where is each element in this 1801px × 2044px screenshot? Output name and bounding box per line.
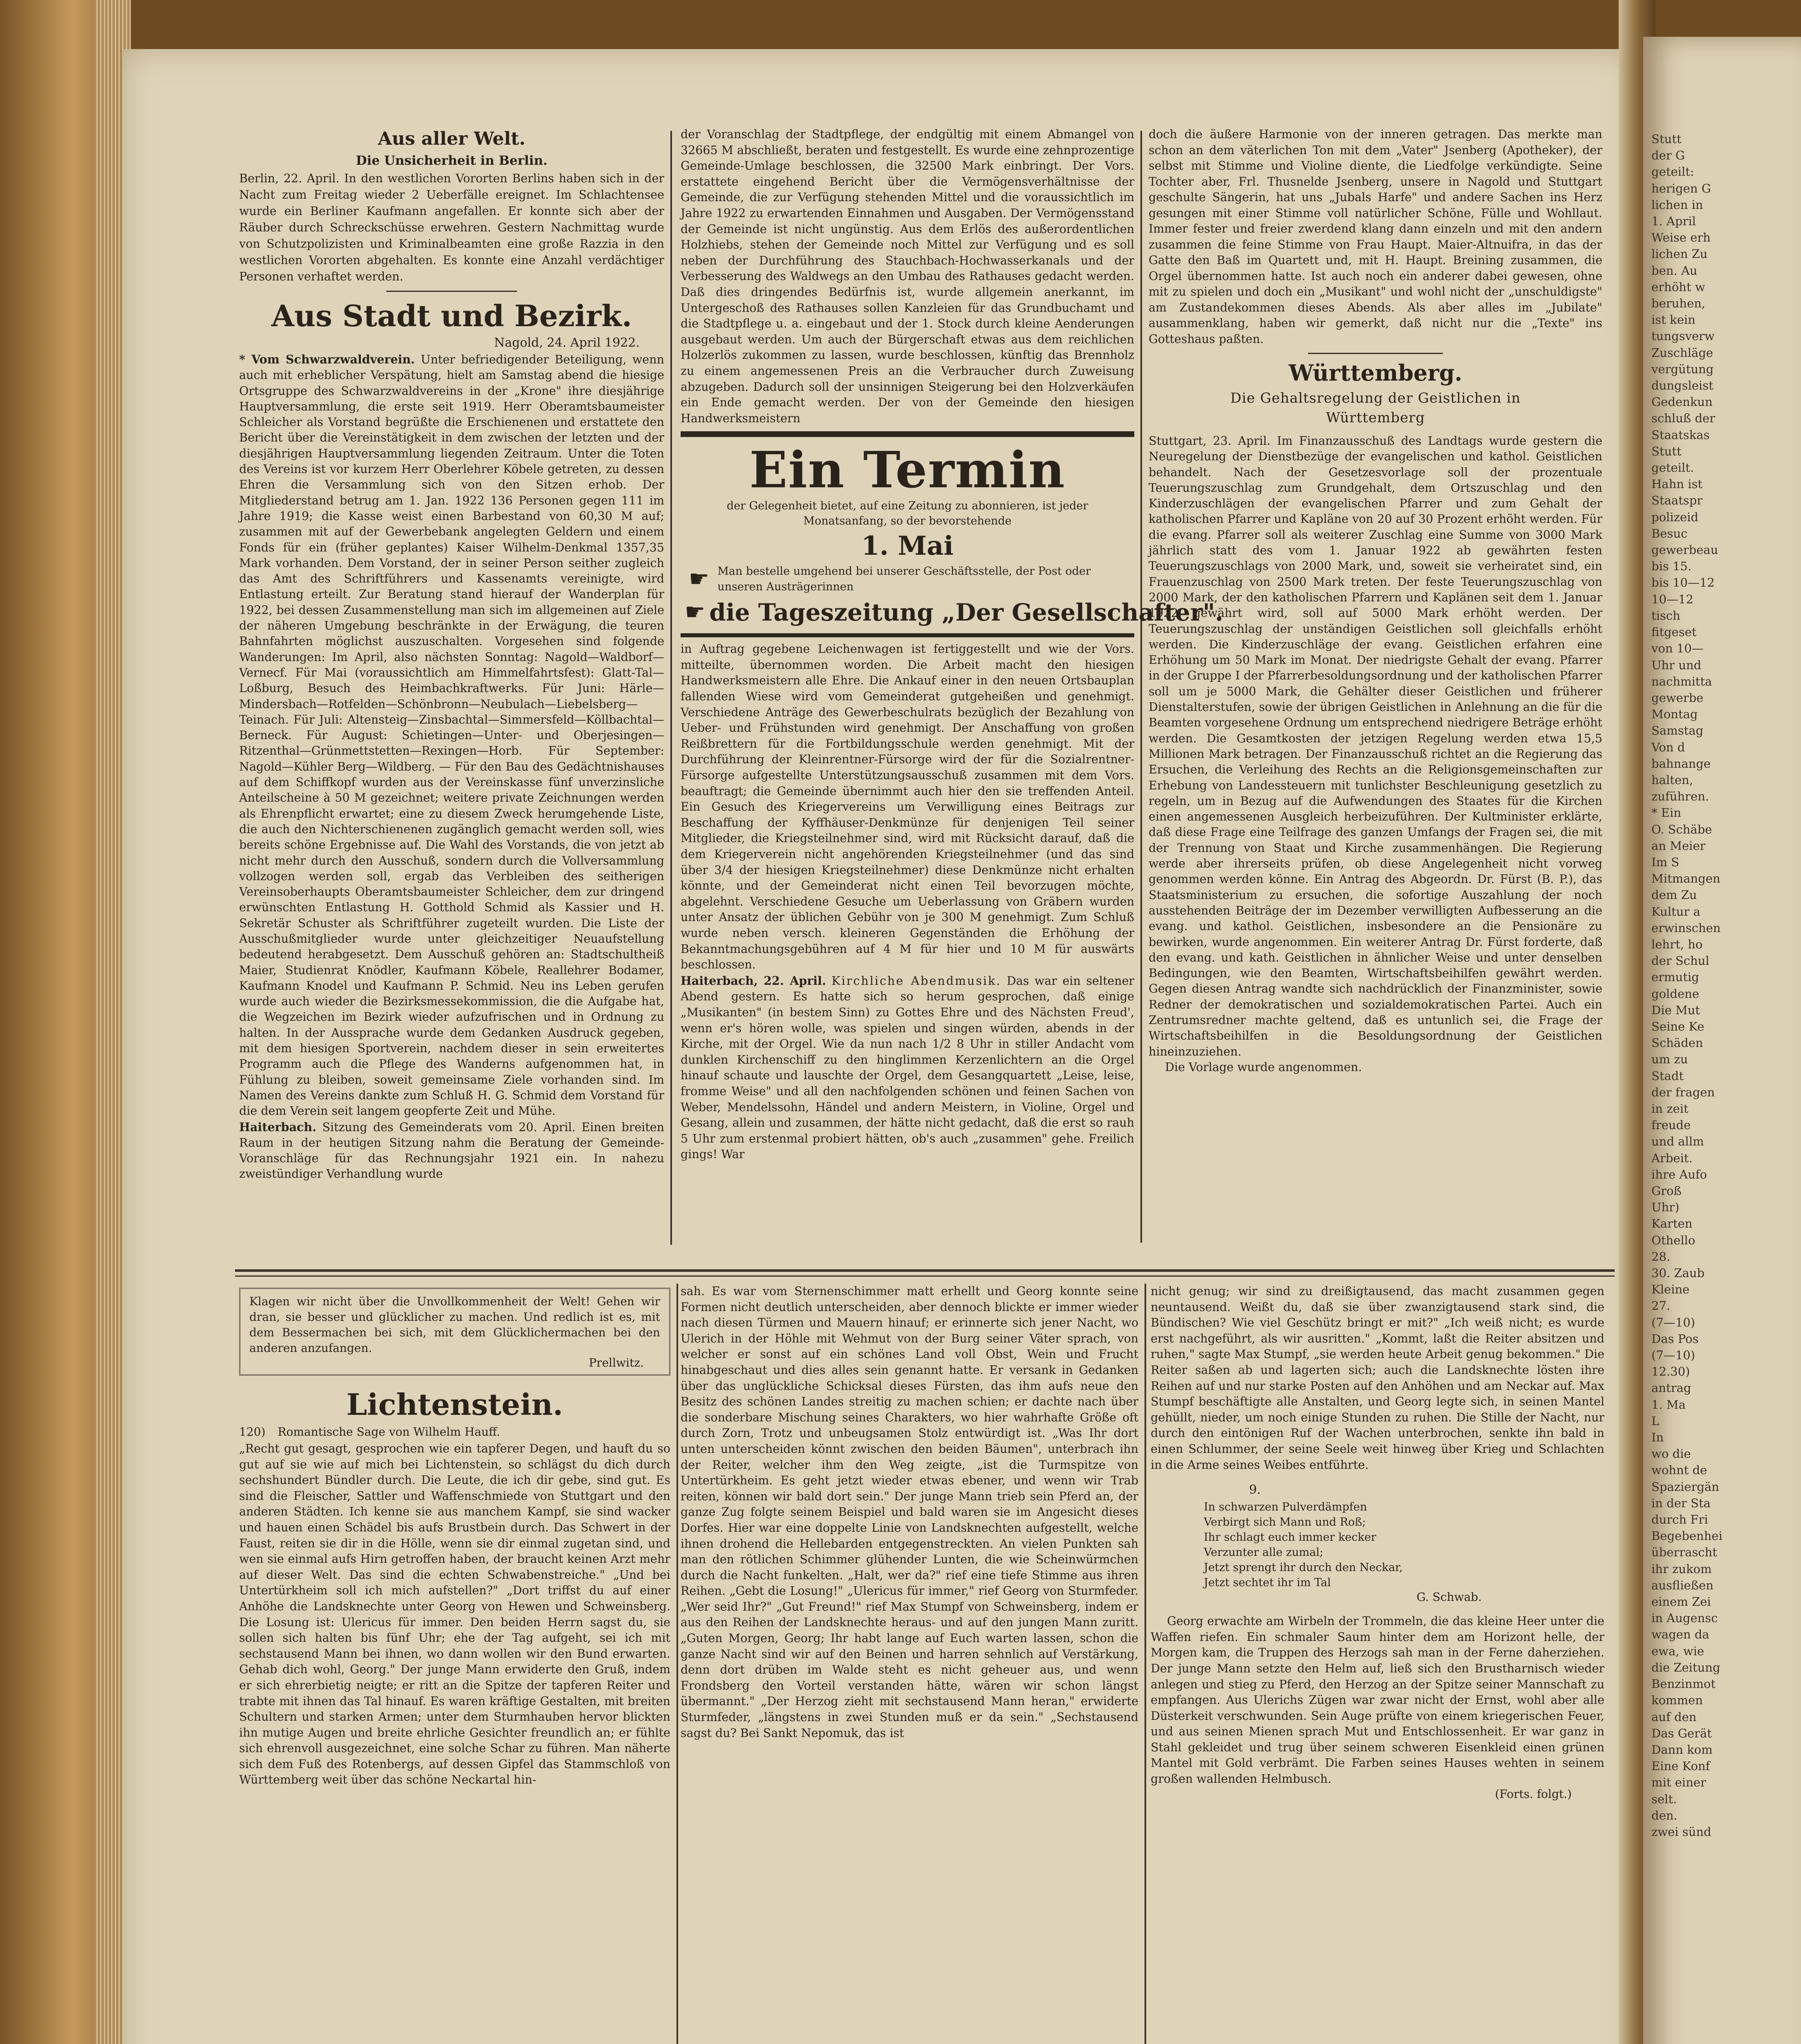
wuerttemberg-text: Stuttgart, 23. April. Im Finanzausschuß des Landtags wurde gestern die Neuregelung der Dienstbezüge der evangelischen und kathol. Geistlichen behandelt. Nach der Gesetzesvorlage soll der prozentuale Teuerungszuschlag zum Grundgehalt, dem Ortszuschlag und den Kinderzuschlägen der evangelischen Pfarrer und zum Gehalt der katholischen Pfarrer und Kapläne von 20 auf 30 Prozent erhöht werden. Für die evang. Pfarrer soll als weiterer Zuschlag eine Summe von 3000 Mark jährlich statt des vom 1. Januar 1922 ab gewährten festen Teuerungszuschlags von 2000 Mark, und, soweit sie verheiratet sind, ein Frauenzuschlag von 2500 Mark treten. Der feste Teuerungszuschlag von 2000 Mark, der den katholischen Pfarrern und Kaplänen seit dem 1. Januar 1922 gewährt wird, soll auf 5000 Mark erhöht werden. Der Teuerungszuschlag der unständigen Geistlichen soll gleichfalls erhöht werden. Die Kinderzuschläge der evang. Geistlichen erfahren eine Erhöhung um 50 Mark im Monat. Der niedrigste Gehalt der evang. Pfarrer in der Gruppe I der Pfarrerbesoldungsordnung und der katholischen Pfarrer soll um je 5000 Mark, die Gehälter dieser Geistlichen und früherer Dienstalterstufen, sowie der übrigen Geistlichen in Anlehnung an die für die Beamten vorgesehene Ordnung um entsprechend niedrigere Beträge erhöht werden. Die Gesamtkosten der jetzigen Regelung werden etwa 15,5 Millionen Mark betragen. Der Finanzausschuß richtet an die Regierung das Ersuchen, die Verleihung des Rechts an die Religionsgemeinschaften zur Erhebung von Landessteuern mit tunlichster Beschleunigung gesetzlich zu regeln, um in Bezug auf die Aufwendungen des Staates für die Kirchen einen angemessenen Ausgleich herbeizuführen. Der Kultminister erklärte, daß diese Frage eine Teilfrage des ganzen Umfangs der Fragen sei, die mit der Trennung von Staat und Kirche zusammenhängen. Die Regierung werde aber ihrerseits prüfen, ob diese Angelegenheit nicht vorweg genommen werden könne. Ein Antrag des Abgeordn. Dr. Fürst (B. P.), das Staatsministerium zu ersuchen, die sofortige Auszahlung der noch ausstehenden Beiträge der im Dezember verwilligten Aufbesserung an die evang. und kathol. Geistlichen, insbesondere an die Pensionäre zu bewirken, wurde angenommen. Ein weiterer Antrag Dr. Fürst forderte, daß den evang. und kath. Geistlichen in ähnlicher Weise und unter denselben Bedingungen, wie den Beamten, Wirtschaftsbeihilfen gewährt werden. Gegen diesen Antrag wandte sich nachdrücklich der Finanzminister, sowie Redner der demokratischen und sozialdemokratischen Partei. Auch ein Zentrumsredner machte geltend, daß es untunlich sei, die Frage der Wirtschaftsbeihilfen in die Besoldungsordnung der Geistlichen hineinzuziehen. (1149, 434, 1602, 1058)
right-page-line: an Meier (1651, 838, 1706, 853)
right-page-line: in zeit (1651, 1101, 1689, 1116)
poem-author: G. Schwab. (1416, 1590, 1482, 1604)
right-page-line: den. (1651, 1808, 1678, 1822)
poem (1151, 1499, 1604, 1590)
right-page-line: von 10— (1651, 641, 1704, 656)
right-page-line: Karten (1651, 1217, 1693, 1231)
right-page-line: tungsverw (1651, 329, 1715, 343)
right-page-line: * Ein (1651, 806, 1681, 820)
right-page-line: der Schul (1651, 954, 1709, 968)
schwarzwald-text: Unter befriedigender Beteiligung, wenn auch mit erheblicher Verspätung, hielt am Samstag abend die hiesige Ortsgruppe des Schwarzwaldvereins in der „Krone" ihre diesjährige Hauptversammlung, die erste seit 1919. Herr Oberamtsbaumeister Schleicher als Vorstand begrüßte die Erschienenen und erstattete den Bericht über die Vereinstätigkeit in dem zwischen der letzten und der diesjährigen Hauptversammlung liegenden Zeitraum. Unter die Toten des Vereins ist vor kurzem Herr Oberlehrer Köbele getreten, zu dessen Ehren die Versammlung sich von den Sitzen erhob. Der Mitgliederstand betrug am 1. Jan. 1922 136 Personen gegen 111 im Jahre 1919; die Kasse weist einen Barbestand von 60,30 M auf; zusammen mit auf der Gewerbebank angelegten Geldern und einem Fonds für ein (früher geplantes) Kaiser Wilhelm-Denkmal 1357,35 Mark vorhanden. Dem Vorstand, der in seiner Person seither zugleich das Amt des Schriftführers und Kassenamts vereinigte, wird Entlastung erteilt. Zur Beratung stand hierauf der Wanderplan für 1922, bei dessen Zusammenstellung man sich im allgemeinen auf Ziele der näheren Umgebung beschränkte in der Erwägung, die teuren Bahnfahrten möglichst auszuschalten. Vorgesehen sind folgende Wanderungen: Im April, also nächsten Sonntag: Nagold—Waldborf—Vernecf. Für Mai (voraussichtlich am Himmelfahrtsfest): Glatt-Tal—Loßburg, Besuch des Heimbachkraftwerks. Für Juni: Härle—Mindersbach—Rotfelden—Schönbronn—Neubulach—Liebelsberg—Teinach. Für Juli: Altensteig—Zinsbachtal—Simmersfeld—Köllbachtal—Berneck. Für August: Schietingen—Unter- und Oberjesingen—Ritzenthal—Grünmettstetten—Rexingen—Horb. Für September: Nagold—Kühler Berg—Wildberg. — Für den Bau des Gedächtnishauses auf dem Schiffkopf wurden aus der Vereinskasse fünf unverzinsliche Anteilscheine à 50 M gezeichnet; weitere private Zeichnungen werden als Ehrenpflicht erwartet; eine zu diesem Zweck herumgehende Liste, die auch den Nichterschienenen zugänglich gemacht werden soll, wies bereits schöne Ergebnisse auf. Die Wahl des Vorstands, die von jetzt ab nicht mehr durch den Ausschuß, sondern durch die Vollversammlung vollzogen werden soll, ergab das Verbleiben des seitherigen Vereinsoberhaupts Oberamtsbaumeister Schleicher, dem zur dringend erwünschten Entlastung H. Gotthold Schmid als Kassier und H. Sekretär Schuster als Schriftführer zugeteilt wurden. Die Liste der Ausschußmitglieder wurde unter gleichzeitiger Neuaufstellung bedeutend herabgesetzt. Dem Ausschuß gehören an: Stadtschultheiß Maier, Studienrat Knödler, Kaufmann Köbele, Reallehrer Bodamer, Kaufmann Knodel und Kaufmann P. Schmid. Neu ins Leben gerufen wurde auch wieder die Bezirksmessekommission, die die Aufgabe hat, die Wegzeichen im Bezirk wieder aufzufrischen und in Ordnung zu halten. In der Aussprache wurde dem Gedanken Ausdruck gegeben, mit dem hiesigen Sportverein, nachdem dieser in sein erweitertes Programm auch die Pflege des Wanderns aufgenommen hat, in Fühlung zu bleiben, soweit gemeinsame Ziele vorhanden sind. Im Namen des Vereins dankte zum Schluß H. G. Schmid dem Vorstand für die dem Verein seit langem geopferte Zeit und Mühe. (239, 353, 664, 1118)
right-page-line: in Augensc (1651, 1611, 1718, 1625)
feuilleton-rule-2 (1145, 1284, 1146, 2044)
right-page-line: Von d (1651, 740, 1685, 754)
novel-text-1: „Recht gut gesagt, gesprochen wie ein tapferer Degen, und hauft du so gut auf sie wie auf mich bei Lichtenstein, so schlägst du dich durch sechshundert Bündler durch. Die Leute, die ich dir gebe, sind gut. Es sind die Fleischer, Sattler und Waffenschmiede von Stuttgart und den anderen Städten. Ich kenne sie aus manchem Kampf, sie sind wacker und hauen einen Schädel bis aufs Brustbein durch. Das Schwert in der Faust, reiten sie dir in die Hölle, wenn sie dir einmal zugetan sind, und wen sie einmal aufs Hirn getroffen haben, der braucht keinen Arzt mehr auf dieser Welt. Das sind die echten Schwabenstreiche." „Und bei Untertürkheim soll ich mich aufstellen?" „Dort triffst du auf einer Anhöhe die Landsknechte unter Georg von Hewen und Schweinsberg. Die Losung ist: Ulericus für immer. Den beiden Herrn sagst du, sie sollen sich halten bis fünf Uhr; ehe der Tag aufgeht, sei ich mit sechstausend Mann bei ihnen, wo dann wollen wir den Bund erwarten. Gehab dich wohl, Georg." Der junge Mann erwiderte den Gruß, indem er sich ehrerbietig neigte; er ritt an die Spitze der tapferen Reiter und trabte mit ihnen das Tal hinauf. Es waren kräftige Gestalten, mit breiten Schultern und starken Armen; unter dem Sturmhauben hervor blickten ihn mutige Augen und breite ehrliche Gesichter freundlich an; er fühlte sich ehrenvoll ausgezeichnet, eine solche Schar zu führen. Man näherte sich dem Fuß des Rotenbergs, auf dessen Gipfel das Stammschloß von Württemberg weit über das schöne Neckartal hin- (239, 1442, 670, 1787)
poem-line: In schwarzen Pulverdämpfen (1204, 1501, 1367, 1514)
bezirk-heading: Aus Stadt und Bezirk. (271, 298, 632, 333)
ad-line2: Man bestelle umgehend bei unserer Geschäftsstelle, der Post oder unseren Austrägerinnen (717, 565, 1091, 594)
right-page-line: herigen G (1651, 181, 1711, 195)
right-page-line: Besuc (1651, 526, 1688, 540)
right-page-line: Spaziergän (1651, 1479, 1719, 1494)
right-page-line: Gedenkun (1651, 395, 1713, 409)
right-page-line: Arbeit. (1651, 1151, 1693, 1165)
right-page-line: vergütung (1651, 362, 1714, 376)
right-page-line: um zu (1651, 1052, 1688, 1067)
right-page-line: lehrt, ho (1651, 937, 1703, 951)
right-page-line: nachmitta (1651, 674, 1712, 688)
right-page-line: tisch (1651, 608, 1680, 623)
right-page-line: zuführen. (1651, 789, 1709, 804)
right-page-line: gewerbeau (1651, 543, 1718, 557)
dateline: Nagold, 24. April 1922. (494, 336, 640, 350)
ad-date: 1. Mai (861, 531, 954, 562)
right-page-line: ben. Au (1651, 263, 1698, 278)
right-page-line: Staatskas (1651, 428, 1710, 442)
subscription-ad (681, 431, 1223, 637)
right-page-line: und allm (1651, 1134, 1704, 1149)
right-page-column (1651, 131, 1799, 1840)
right-page-line: Seine Ke (1651, 1019, 1705, 1033)
right-page-line: überrascht (1651, 1545, 1717, 1560)
haiterbach-article (239, 1119, 664, 1182)
right-page-line: Stadt (1651, 1069, 1684, 1083)
right-page-line: Schäden (1651, 1036, 1703, 1050)
col2-text-bottom: in Auftrag gegebene Leichenwagen ist fertiggestellt und wie der Vors. mitteilte, übernommen worden. Die Arbeit macht den hiesigen Handwerksmeistern alle Ehre. Die Ankauf einer in den neuen Ortsbauplan fallenden Wiese wird vom Gemeinderat gutgeheißen und genehmigt. Verschiedene Anträge des Gewerbeschulrats bezüglich der Bezahlung von Ueber- und Frühstunden wird genehmigt. Der Anschaffung von großen Reißbrettern für die Fortbildungsschule werden genehmigt. Mit der Durchführung der Kleinrentner-Fürsorge wird der für die Sozialrentner-Fürsorge aufgestellte Unterstützungsausschuß zusammen mit dem Vors. beauftragt; die Gemeinde übernimmt auch hier den sie treffenden Anteil. Ein Gesuch des Kriegervereins um Verwilligung eines Beitrags zur Beschaffung der Kyffhäuser-Denkmünze für denjenigen Teil seiner Mitglieder, die Kriegsteilnehmer sind, wird mit Rücksicht darauf, daß die dem Kriegerverein nicht angehörenden Kriegsteilnehmer (und das sind über 3/4 der hiesigen Kriegsteilnehmer) diese Denkmünze nicht erhalten könnte, und der Gemeinderat nicht einen Teil bevorzugen möchte, abgelehnt. Verschiedene Gesuche um Ueberlassung von Gräbern wurden unter Ansatz der üblichen Gebühr von je 300 M genehmigt. Zum Schluß wurde neben versch. kleineren Gegenständen die Erhöhung der Bekanntmachungsgebühren auf 4 M für hier und 10 M für auswärts beschlossen. (681, 642, 1134, 972)
col2-text-top: der Voranschlag der Stadtpflege, der endgültig mit einem Abmangel von 32665 M abschließt, beraten und festgestellt. Es wurde eine zehnprozentige Gemeinde-Umlage beschlossen, die 32500 Mark einbringt. Der Vors. erstattete eingehend Bericht über die Vermögensverhältnisse der Gemeinde, die zur Verfügung stehenden Mittel und die voraussichtlich im Jahre 1922 zu erwartenden Einnahmen und Ausgaben. Der Vermögensstand der Gemeinde ist nicht ungünstig. Aus dem Erlös des außerordentlichen Holzhiebs, stehen der Gemeinde noch Mittel zur Verfügung und es soll neben der Durchführung des Stauchbach-Hochwasserkanals und der Verbesserung des Waldwegs an den Umbau des Rathauses gedacht werden. Daß dies dringendes Bedürfnis ist, wurde allgemein anerkannt, im Untergeschoß des Rathauses sollen Kanzleien für das Grundbuchamt und die Stadtpflege u. a. eingebaut und der 1. Stock durch kleine Aenderungen ausgebaut werden. Um auch der Bürgerschaft etwas aus dem reichlichen Holzerlös zukommen zu lassen, wurde beschlossen, künftig das Brennholz zu einem angemessenen Preis an die Verbraucher durch Zuweisung abzugeben. Dadurch soll der unsinnigen Steigerung bei den Holzverkäufen ein Ende gemacht werden. Der von der Gemeinde den hiesigen Handwerksmeistern (681, 128, 1134, 425)
quote-author: Prellwitz. (589, 1356, 644, 1369)
col3-text-top: doch die äußere Harmonie von der inneren getragen. Das merkte man schon an dem väterlichen Ton mit dem „Vater" Jsenberg (Apotheker), der selbst mit Stimme und Violine diente, die Liedfolge verkündigte. Seine Tochter aber, Frl. Thusnelde Jsenberg, unsere in Nagold und Stuttgart geschulte Sängerin, hat uns „Jubals Harfe" und andere Sachen ins Herz gesungen mit einer Stimme voll natürlicher Schöne, Fülle und Wohllaut. Immer fester und freier zwerdend klang dann einzeln und mit den andern zusammen die feine Stimme von Frau Haupt. Maier-Altnuifra, in das der Gatte den Baß im Quartett und, mit H. Haupt. Breining zusammen, die Orgel übernommen hatte. Ist auch noch ein anderer dabei gewesen, ohne mit zu spielen und doch ein „Musikant" und wohl nicht der „unschuldigste" am Zustandekommen dieses Abends. Als aber alles im „Jubilate" ausammenklang, haben wir gemerkt, daß nicht nur die „Texte" ins Gotteshaus paßten. (1149, 128, 1602, 346)
poem-line: Verbirgt sich Mann und Roß; (1204, 1516, 1366, 1529)
berlin-text: Berlin, 22. April. In den westlichen Vororten Berlins haben sich in der Nacht zum Freitag wieder 2 Ueberfälle ereignet. Im Schlachtensee wurde ein Berliner Kaufmann angefallen. Er konnte sich aber der Räuber durch Schreckschüsse erwehren. Gestern Nachmittag wurde von Schutzpolizisten und Kriminalbeamten eine große Razzia in den westlichen Vororten abgehalten. Es konnte eine Anzahl verdächtiger Personen verhaftet werden. (239, 172, 664, 283)
right-page-line: beruhen, (1651, 296, 1706, 311)
column-rule-2 (1140, 131, 1142, 1243)
right-page-line: Benzinmot (1651, 1677, 1716, 1691)
right-page-line: einem Zei (1651, 1595, 1711, 1609)
right-page-line: Montag (1651, 707, 1698, 722)
quote-box (239, 1288, 670, 1376)
column-2 (681, 127, 1223, 1247)
right-page-line: 28. (1651, 1249, 1671, 1264)
right-page-line: bis 10—12 (1651, 576, 1715, 590)
column-3 (1149, 127, 1602, 1247)
right-page-line: Stutt (1651, 444, 1682, 458)
right-page-line: der G (1651, 148, 1685, 163)
ad-title: Ein Termin (749, 440, 1066, 500)
right-page-line: 1. Ma (1651, 1397, 1686, 1412)
right-page-line: goldene (1651, 986, 1699, 1001)
right-page-line: Das Gerät (1651, 1726, 1712, 1740)
feuilleton-column-3 (1151, 1284, 1604, 2044)
column-rule-1 (670, 131, 672, 1245)
novel-text-2: sah. Es war vom Sternenschimmer matt erhellt und Georg konnte seine Formen nicht deutlich unterscheiden, aber dennoch blickte er immer wieder nach diesen Türmen und Mauern hinauf; er erinnerte sich jener Nacht, wo Ulerich in der Höhle mit Wehmut von der Burg seiner Väter sprach, von welcher er sonst auf ein schönes Land voll Obst, Wein und Frucht hinabgeschaut und dies alles sein genannt hatte. Er versank in Gedanken über das unglückliche Schicksal dieses Fürsten, das ihm aufs neue den Besitz des schönen Landes streitig zu machen schien; er dachte nach über die sonderbare Mischung seines Charakters, wo hier wahrhafte Größe oft durch Zorn, Trotz und unbeugsamen Stolz entwürdigt ist. „Was Ihr dort unten unterscheiden könnt zwischen den beiden Bäumen", unterbrach ihn der Reiter, welcher ihm den Weg zeigte, „ist die Turmspitze von Untertürkheim. Es geht jetzt wieder etwas ebener, und wenn wir Trab reiten, können wir bald dort sein." Der junge Mann trieb sein Pferd an, der ganze Zug folgte seinem Beispiel und bald waren sie im Angesicht dieses Dorfes. Hier war eine doppelte Linie von Landsknechten aufgestellt, welche ihnen drohend die Hellebarden entgegenstreckten. An vielen Punkten sah man den rötlichen Schimmer glühender Lunten, die wie Scheinwürmchen durch die Nacht funkelten. „Halt, wer da?" rief eine tiefe Stimme aus ihren Reihen. „Gebt die Losung!" „Ulericus für immer," rief Georg von Sturmfeder. „Wer seid Ihr?" „Gut Freund!" rief Max Stumpf von Schweinsberg, indem er aus den Reihen der Landsknechte heraus- und auf den jungen Mann zuritt. „Guten Morgen, Georg; Ihr habt lange auf Euch warten lassen, schon die ganze Nacht sind wir auf den Beinen und harren sehnlich auf Verstärkung, denn dort drüben im Walde steht es nicht geheuer aus, und wenn Frondsberg den Vorteil verstanden hätte, wären wir schon längst übermannt." „Der Herzog zieht mit sechstausend Mann heran," erwiderte Sturmfeder, „längstens in zwei Stunden muß er da sein." „Sechstausend sagst du? Bei Sankt Nepomuk, das ist (681, 1284, 1138, 1740)
right-page-line: gewerbe (1651, 690, 1704, 705)
right-page-line: In (1651, 1430, 1664, 1445)
continued-note: (Forts. folgt.) (1495, 1787, 1572, 1801)
right-page-line: Hahn ist (1651, 477, 1702, 491)
installment-number: 120) (239, 1425, 266, 1439)
haiterbach-music-text: Das war ein seltener Abend gestern. Es hatte sich so herum gesprochen, daß einige „Musikanten" (in bestem Sinn) zu Gottes Ehre und des Nächsten Freud', wenn er's hören wolle, was spielen und singen würden, abends in der Kirche, mit der Orgel. Wie da nun nach 1/2 8 Uhr in stiller Andacht vom dunklen Kirchenschiff zu den hinglimmen Kerzenlichtern an die Orgel hinauf schaute und lauschte der Orgel, dem Gesangquartett „Leise, leise, fromme Weise" und all den nachfolgenden schönen und feinen Sachen von Weber, Mendelssohn, Händel und andern Meistern, in Violine, Orgel und Gesang, allein und zusammen, der hätte nicht gedacht, daß die erst so rauh 5 Uhr zum erstenmal probiert hätten, ob's auch „zusammen" gehe. Freilich gings! War (681, 974, 1135, 1161)
right-page-line: wo die (1651, 1447, 1691, 1461)
right-page-line: ermutig (1651, 970, 1699, 984)
right-page-line: antrag (1651, 1381, 1691, 1395)
feuilleton-rule-1 (676, 1284, 678, 2044)
right-page-line: O. Schäbe (1651, 822, 1712, 836)
novel-title: Lichtenstein. (346, 1387, 563, 1422)
novel-text-3b: Georg erwachte am Wirbeln der Trommeln, die das kleine Heer unter die Waffen riefen. Ein schmaler Saum hinter dem am Horizont helle, der Morgen kam, die Truppen des Herzogs sah man in der Ferne daherziehen. Der junge Mann setzte den Helm auf, ließ sich den Brustharnisch wieder anlegen und stieg zu Pferd, den Herzog an der Spitze seiner Mannschaft zu empfangen. Aus Ulerichs Zügen war zwar nicht der Ernst, wohl aber alle Düsterkeit verschwunden. Sein Auge prüfte von einem kriegerischen Feuer, und aus seinen Mienen sprach Mut und Entschlossenheit. Er war ganz in Stahl gekleidet und trug über seinem schweren Eisenkleid einen grünen Mantel mit Gold verbrämt. Die Farben seines Hauses wehten in seinem großen wallenden Helmbusch. (1151, 1614, 1604, 1786)
divider (1308, 353, 1443, 354)
right-page-line: bahnange (1651, 756, 1711, 771)
right-page-line: der fragen (1651, 1085, 1715, 1099)
right-page-line: Groß (1651, 1184, 1682, 1198)
section-rule (235, 1269, 1615, 1272)
ad-line1: der Gelegenheit bietet, auf eine Zeitung zu abonnieren, ist jeder Monatsanfang, so der bevorstehende (726, 500, 1089, 528)
right-page-line: (7—10) (1651, 1348, 1695, 1363)
right-page-line: dungsleist (1651, 379, 1714, 393)
ad-line2-row (681, 564, 1134, 595)
right-page-line: lichen Zu (1651, 247, 1708, 261)
right-page-line: Kultur a (1651, 904, 1700, 919)
haiterbach-text: Sitzung des Gemeinderats vom 20. April. Einen breiten Raum in der heutigen Sitzung nahm die Beratung der Gemeinde-Voranschläge für das Rechnungsjahr 1921 ein. In nahezu zweistündiger Verhandlung wurde (239, 1120, 664, 1181)
novel-header (239, 1425, 670, 1439)
right-page-line: Das Pos (1651, 1331, 1699, 1346)
schwarzwald-title: * Vom Schwarzwaldverein. (239, 352, 415, 366)
wuerttemberg-end: Die Vorlage wurde angenommen. (1165, 1060, 1362, 1074)
right-page-line: Im S (1651, 855, 1680, 869)
berlin-heading: Die Unsicherheit in Berlin. (356, 153, 548, 168)
right-page-line: polizeid (1651, 510, 1698, 524)
right-page-line: kommen (1651, 1693, 1703, 1708)
poem-line: Ihr schlagt euch immer kecker (1204, 1531, 1376, 1544)
right-page-line: Eine Konf (1651, 1759, 1710, 1773)
haiterbach-title: Haiterbach. (239, 1120, 316, 1134)
right-page-line: Samstag (1651, 724, 1704, 738)
poem-line: Jetzt sprengt ihr durch den Neckar, (1204, 1561, 1403, 1574)
right-page-line: ihr zukom (1651, 1562, 1712, 1576)
right-page-line: halten, (1651, 773, 1693, 787)
right-page-line: mit einer (1651, 1775, 1706, 1790)
column-1 (239, 127, 664, 1247)
right-page-line: Kleine (1651, 1282, 1690, 1297)
right-page-line: 27. (1651, 1299, 1671, 1313)
section-rule-2 (235, 1275, 1615, 1277)
feuilleton-column-1 (239, 1284, 670, 2044)
novel-text-3: nicht genug; wir sind zu dreißigtausend, das macht zusammen gegen neuntausend. Weißt du, daß sie über zwanzigtausend stark sind, die Bündischen? Wie viel Geschütz bringt er mit?" „Ich weiß nicht; es wurde erst nachgeführt, als wir ausritten." „Kommt, laßt die Reiter absitzen und ruhen," sagte Max Stumpf, „sie werden heute Arbeit genug bekommen." Die Reiter saßen ab und lagerten sich; auch die Landsknechte lösten ihre Reihen auf und nur starke Posten auf den Anhöhen und am Neckar auf. Max Stumpf beschäftigte alle Anstalten, und Georg legte sich, in seinen Mantel gehüllt, nieder, um noch einige Stunden zu ruhen. Die Stille der Nacht, nur durch den eintönigen Ruf der Wachen unterbrochen, senkte ihn bald in einen Schlummer, der seine Seele weit hinweg über Krieg und Schlachten in die Arme seines Weibes entführte. (1151, 1284, 1604, 1472)
right-page-line: ist kein (1651, 313, 1696, 327)
haiterbach-music-article (681, 973, 1134, 1163)
feuilleton-column-2 (681, 1284, 1138, 2044)
right-page-line: wagen da (1651, 1627, 1709, 1642)
right-page-line: erwinschen (1651, 921, 1721, 935)
right-page-line: Begebenhei (1651, 1529, 1723, 1543)
schwarzwald-article (239, 352, 664, 1119)
chapter-number: 9. (1249, 1483, 1261, 1497)
right-page-line: fitgeset (1651, 625, 1697, 639)
poem-line: Jetzt sechtet ihr im Tal (1204, 1576, 1331, 1589)
right-page-line: wohnt de (1651, 1463, 1707, 1477)
right-page-line: Uhr) (1651, 1200, 1680, 1215)
world-heading: Aus aller Welt. (378, 128, 526, 149)
ad-paper-row (681, 595, 1223, 628)
poem-line: Verzunter alle zumal; (1204, 1546, 1324, 1559)
right-page-line: Weise erh (1651, 231, 1711, 245)
right-page-line: schluß der (1651, 411, 1715, 426)
right-page-line: geteilt. (1651, 461, 1694, 475)
pointing-hand-icon: ☛ (689, 566, 710, 593)
right-page-line: in der Sta (1651, 1496, 1711, 1510)
haiterbach-music-subtitle: Kirchliche Abendmusik. (831, 974, 1001, 988)
right-page-line: Dann kom (1651, 1742, 1713, 1757)
right-page-line: Mitmangen (1651, 872, 1720, 886)
right-page-line: ausfließen (1651, 1578, 1714, 1592)
wuerttemberg-heading: Württemberg. (1288, 360, 1463, 386)
right-page-line: freude (1651, 1118, 1691, 1132)
right-page-line: lichen in (1651, 197, 1703, 212)
haiterbach-music-title: Haiterbach, 22. April. (681, 973, 826, 988)
wuerttemberg-subheading: Die Gehaltsregelung der Geistlichen in Württemberg (1230, 390, 1521, 426)
right-page-line: 30. Zaub (1651, 1266, 1705, 1280)
right-page-line: die Zeitung (1651, 1660, 1720, 1674)
right-page-line: erhöht w (1651, 280, 1705, 294)
right-page-line: ewa, wie (1651, 1644, 1704, 1658)
right-page-line: Zuschläge (1651, 345, 1713, 360)
right-page-line: geteilt: (1651, 165, 1694, 179)
right-page-line: 12.30) (1651, 1365, 1690, 1379)
right-page-line: L (1651, 1414, 1660, 1428)
right-page-line: ihre Aufo (1651, 1167, 1707, 1181)
right-page-line: Othello (1651, 1233, 1696, 1247)
pointing-hand-icon: ☛ (685, 599, 706, 626)
right-page-line: Staatspr (1651, 493, 1703, 508)
quote-text: Klagen wir nicht über die Unvollkommenheit der Welt! Gehen wir dran, sie besser und glücklicher zu machen. Und redlich ist es, mit dem Bessermachen bei sich, mit dem Glücklichermachen bei den anderen anzufangen. (249, 1295, 660, 1355)
right-page-line: auf den (1651, 1710, 1697, 1724)
right-page-line: Uhr und (1651, 658, 1702, 672)
right-page-line: Stutt (1651, 132, 1682, 146)
novel-subtitle: Romantische Sage von Wilhelm Hauff. (278, 1425, 500, 1439)
right-page-line: Die Mut (1651, 1003, 1700, 1017)
right-page-line: dem Zu (1651, 888, 1697, 902)
right-page-line: selt. (1651, 1792, 1677, 1806)
ad-paper: die Tageszeitung „Der Gesellschafter". (709, 598, 1223, 627)
right-page-line: zwei sünd (1651, 1824, 1711, 1839)
right-page-line: durch Fri (1651, 1513, 1708, 1527)
divider (386, 291, 517, 292)
right-page-line: bis 15. (1651, 559, 1692, 574)
newspaper-page-right (1643, 37, 1801, 2044)
right-page-line: 10—12 (1651, 592, 1693, 606)
right-page-line: 1. April (1651, 214, 1696, 229)
right-page-line: (7—10) (1651, 1315, 1695, 1329)
